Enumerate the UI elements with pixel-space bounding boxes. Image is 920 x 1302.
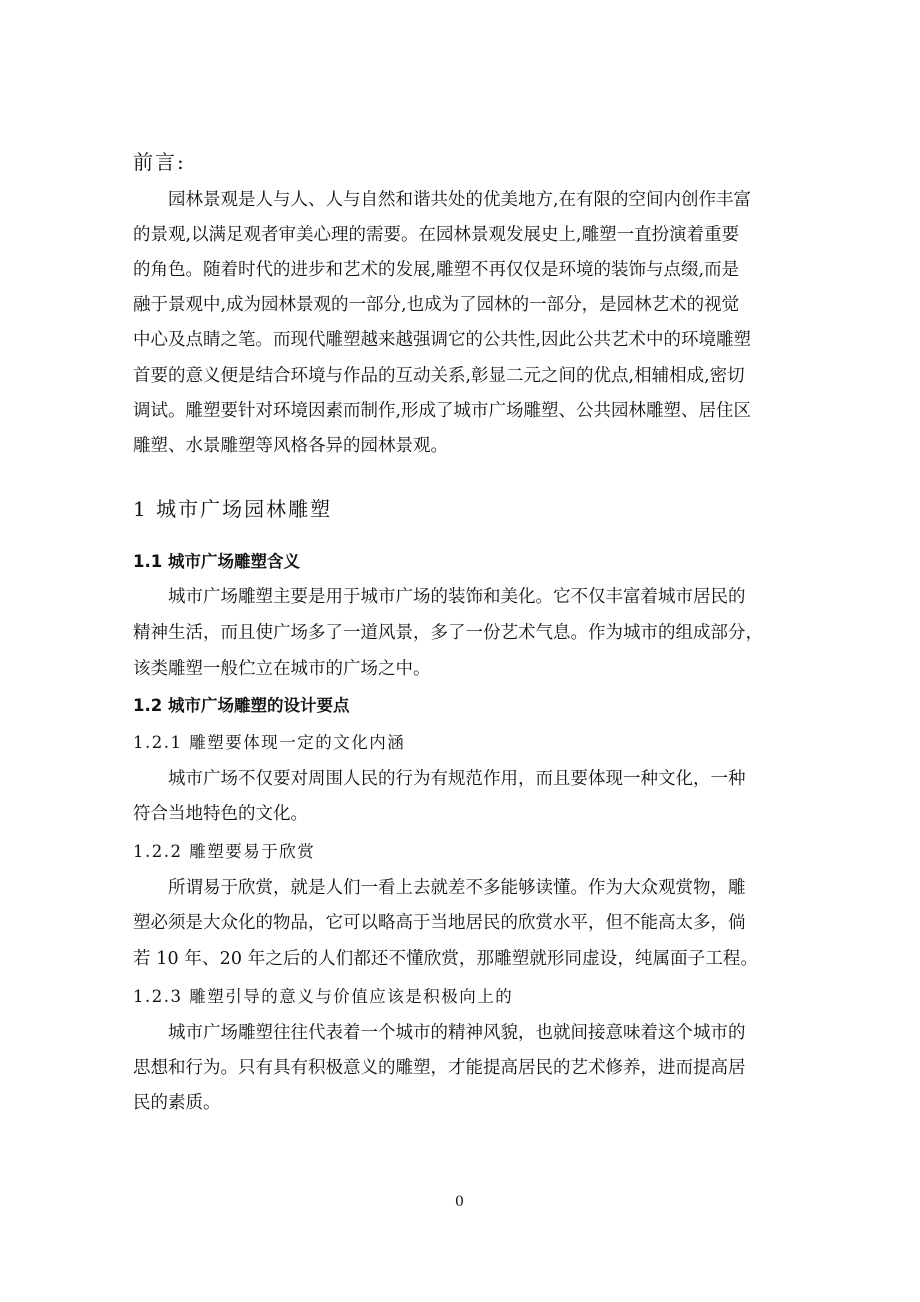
paragraph-line: 城市广场雕塑往往代表着一个城市的精神风貌，也就间接意味着这个城市的 [168, 1023, 746, 1043]
section-1-2-title: 1.2 城市广场雕塑的设计要点 [133, 696, 350, 715]
paragraph-line: 所谓易于欣赏，就是人们一看上去就差不多能够读懂。作为大众观赏物，雕 [168, 878, 746, 898]
paragraph-line: 城市广场雕塑主要是用于城市广场的装饰和美化。它不仅丰富着城市居民的 [168, 587, 746, 607]
section-1-title: 1 城市广场园林雕塑 [133, 497, 333, 521]
section-1-2-3-title: 1.2.3 雕塑引导的意义与价值应该是积极向上的 [133, 987, 514, 1006]
preface-line: 调试。雕塑要针对环境因素而制作,形成了城市广场雕塑、公共园林雕塑、居住区 [133, 401, 752, 421]
preface-heading: 前言: [133, 150, 186, 174]
paragraph-line: 精神生活，而且使广场多了一道风景，多了一份艺术气息。作为城市的组成部分， [133, 623, 763, 643]
preface-line: 园林景观是人与人、人与自然和谐共处的优美地方,在有限的空间内创作丰富 [168, 190, 752, 210]
paragraph-line: 民的素质。 [133, 1093, 221, 1113]
preface-line: 中心及点睛之笔。而现代雕塑越来越强调它的公共性,因此公共艺术中的环境雕塑 [133, 330, 752, 350]
section-1-2-2-title: 1.2.2 雕塑要易于欣赏 [133, 842, 316, 861]
preface-line: 的角色。随着时代的进步和艺术的发展,雕塑不再仅仅是环境的装饰与点缀,而是 [133, 260, 740, 280]
paragraph-line: 该类雕塑一般伫立在城市的广场之中。 [133, 659, 431, 679]
page-number: 0 [455, 1194, 464, 1210]
preface-line: 融于景观中,成为园林景观的一部分,也成为了园林的一部分，是园林艺术的视觉 [133, 295, 740, 315]
preface-line: 雕塑、水景雕塑等风格各异的园林景观。 [133, 436, 448, 456]
preface-line: 首要的意义便是结合环境与作品的互动关系,彰显二元之间的优点,相辅相成,密切 [133, 366, 745, 386]
paragraph-line: 塑必须是大众化的物品，它可以略高于当地居民的欣赏水平，但不能高太多，倘 [133, 913, 746, 933]
paragraph-line: 符合当地特色的文化。 [133, 804, 308, 824]
paragraph-line: 思想和行为。只有具有积极意义的雕塑，才能提高居民的艺术修养，进而提高居 [133, 1058, 746, 1078]
section-1-1-title: 1.1 城市广场雕塑含义 [133, 552, 300, 571]
paragraph-line: 若 10 年、20 年之后的人们都还不懂欣赏，那雕塑就形同虚设，纯属面子工程。 [133, 949, 759, 969]
section-1-2-1-title: 1.2.1 雕塑要体现一定的文化内涵 [133, 733, 406, 752]
paragraph-line: 城市广场不仅要对周围人民的行为有规范作用，而且要体现一种文化，一种 [168, 769, 746, 789]
preface-line: 的景观,以满足观者审美心理的需要。在园林景观发展史上,雕塑一直扮演着重要 [133, 225, 740, 245]
